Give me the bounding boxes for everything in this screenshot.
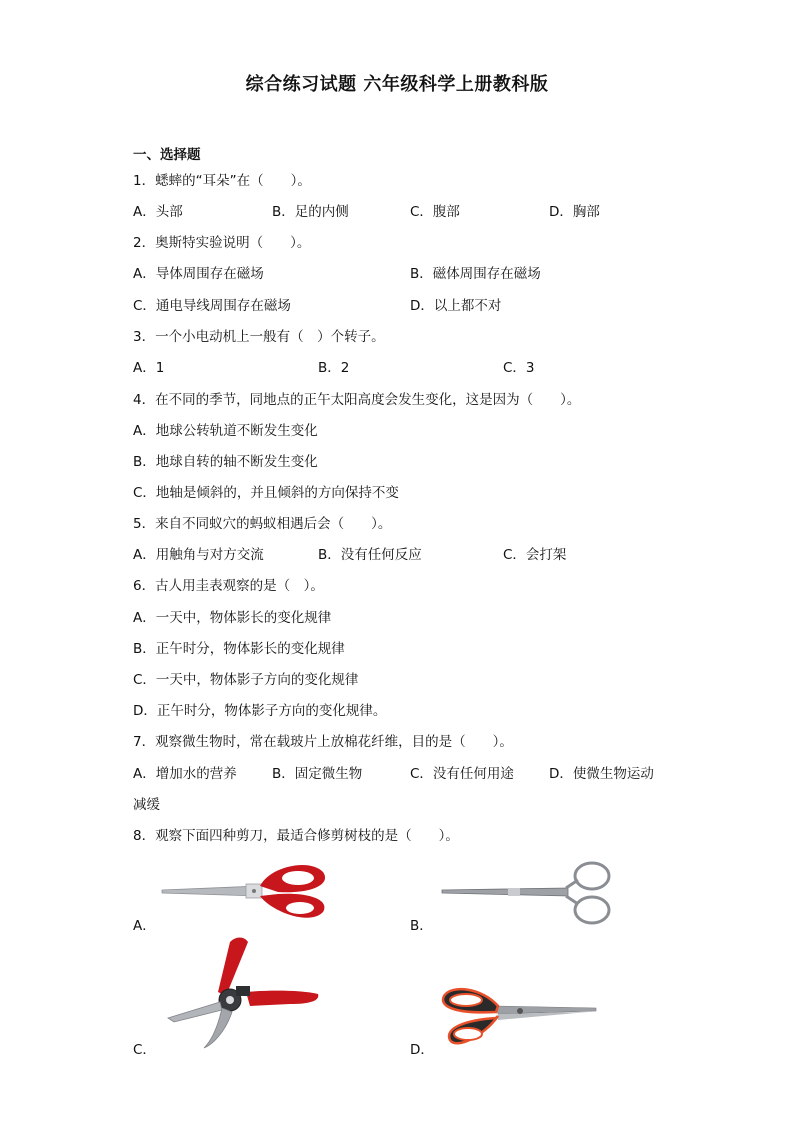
question-8-option-a-label: A． [133, 918, 156, 934]
scissors-black-orange-handle-image [438, 984, 600, 1052]
question-6-option-b: B．正午时分，物体影长的变化规律 [133, 641, 345, 657]
question-7-option-d: D．使微生物运动 [549, 766, 654, 782]
question-4-option-a: A．地球公转轨道不断发生变化 [133, 423, 318, 439]
question-8-option-b-label: B． [410, 918, 433, 934]
question-4-option-c: C．地轴是倾斜的，并且倾斜的方向保持不变 [133, 485, 399, 501]
question-4-stem: 4．在不同的季节，同地点的正午太阳高度会发生变化，这是因为（ ）。 [133, 392, 581, 408]
question-1-option-b: B．足的内侧 [272, 204, 349, 220]
question-4-option-b: B．地球自转的轴不断发生变化 [133, 454, 318, 470]
question-6-option-d: D．正午时分，物体影子方向的变化规律。 [133, 703, 387, 719]
question-3-option-b: B．2 [318, 360, 350, 376]
section-heading: 一、选择题 [133, 147, 201, 163]
question-3-option-a: A．1 [133, 360, 165, 376]
pruning-shears-image [160, 934, 322, 1052]
question-5-option-c: C．会打架 [503, 547, 567, 563]
question-8-stem: 8．观察下面四种剪刀，最适合修剪树枝的是（ ）。 [133, 828, 459, 844]
question-5-option-b: B．没有任何反应 [318, 547, 422, 563]
question-2-option-a: A．导体周围存在磁场 [133, 266, 264, 282]
question-6-option-a: A．一天中，物体影长的变化规律 [133, 610, 332, 626]
question-1-option-a: A．头部 [133, 204, 183, 220]
question-5-option-a: A．用触角与对方交流 [133, 547, 264, 563]
question-7-option-b: B．固定微生物 [272, 766, 363, 782]
question-2-option-d: D．以上都不对 [410, 298, 502, 314]
question-7-option-a: A．增加水的营养 [133, 766, 237, 782]
question-1-option-c: C．腹部 [410, 204, 460, 220]
question-3-option-c: C．3 [503, 360, 535, 376]
question-1-option-d: D．胸部 [549, 204, 600, 220]
question-6-option-c: C．一天中，物体影子方向的变化规律 [133, 672, 359, 688]
question-2-option-c: C．通电导线周围存在磁场 [133, 298, 291, 314]
question-8-option-c-label: C． [133, 1042, 156, 1058]
scissors-silver-handle-image [440, 860, 618, 928]
question-6-stem: 6．古人用圭表观察的是（ ）。 [133, 578, 324, 594]
scissors-red-handle-image [160, 860, 330, 926]
question-5-stem: 5．来自不同蚁穴的蚂蚁相遇后会（ ）。 [133, 516, 392, 532]
question-8-option-d-label: D． [410, 1042, 434, 1058]
question-7-option-c: C．没有任何用途 [410, 766, 514, 782]
question-7-stem: 7．观察微生物时，常在载玻片上放棉花纤维，目的是（ ）。 [133, 734, 513, 750]
page-title: 综合练习试题 六年级科学上册教科版 [245, 74, 549, 95]
question-7-option-d-continued: 减缓 [133, 797, 160, 813]
question-3-stem: 3．一个小电动机上一般有（ ）个转子。 [133, 329, 385, 345]
question-1-stem: 1．蟋蟀的“耳朵”在（ ）。 [133, 173, 311, 189]
question-2-stem: 2．奥斯特实验说明（ ）。 [133, 235, 311, 251]
question-2-option-b: B．磁体周围存在磁场 [410, 266, 541, 282]
